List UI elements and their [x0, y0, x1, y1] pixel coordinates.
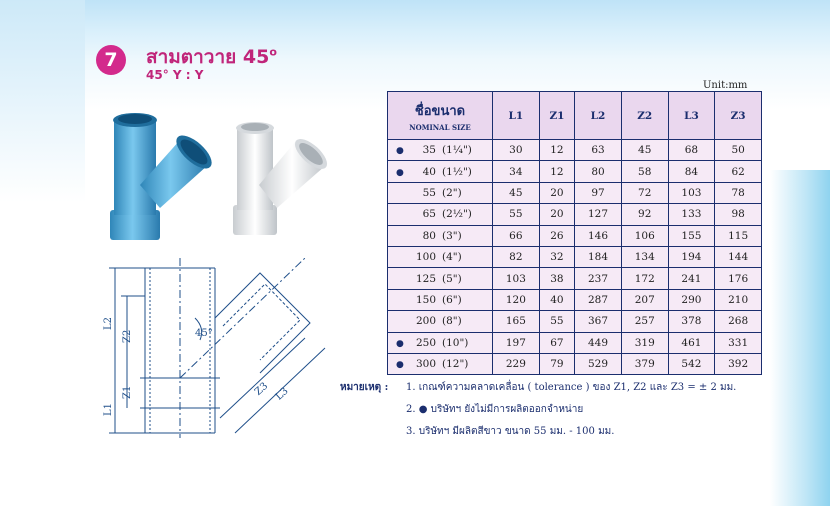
size-mm: 65	[422, 208, 436, 221]
table-cell-l1: 197	[493, 332, 540, 353]
table-cell-l1: 165	[493, 311, 540, 332]
drawing-label-z3: Z3	[252, 380, 271, 398]
size-mm: 100	[415, 251, 436, 264]
page-subtitle: 45° Y : Y	[146, 68, 204, 82]
size-mm: 80	[422, 229, 436, 242]
table-cell-z1: 26	[539, 225, 574, 246]
table-cell-l1: 120	[493, 289, 540, 310]
size-inch: (12")	[442, 358, 469, 371]
table-cell-l3: 103	[668, 182, 715, 203]
size-cell	[388, 268, 493, 289]
size-mm: 150	[415, 293, 436, 306]
table-row	[388, 311, 762, 332]
table-cell-z1: 40	[539, 289, 574, 310]
table-cell-z2: 172	[621, 268, 668, 289]
header-l1: L1	[493, 92, 540, 140]
size-cell	[388, 225, 493, 246]
note-item: 3. บริษัทฯ มีผลิตสีขาว ขนาด 55 มม. - 100 มม.	[406, 426, 615, 437]
table-row	[388, 140, 762, 161]
table-cell-z1: 32	[539, 246, 574, 267]
table-cell-l1: 45	[493, 182, 540, 203]
table-row	[388, 204, 762, 225]
dimension-table	[387, 91, 762, 375]
size-cell	[388, 311, 493, 332]
table-cell-l3: 194	[668, 246, 715, 267]
size-mm: 250	[415, 336, 436, 349]
table-cell-l1: 30	[493, 140, 540, 161]
table-row	[388, 332, 762, 353]
header-nominal-size: ชื่อขนาด NOMINAL SIZE	[388, 92, 493, 140]
table-cell-l2: 449	[575, 332, 622, 353]
table-cell-z3: 331	[715, 332, 762, 353]
drawing-label-angle: 45°	[195, 328, 213, 339]
table-cell-z1: 20	[539, 204, 574, 225]
table-row	[388, 225, 762, 246]
background-right-stripe	[770, 170, 830, 506]
table-cell-z2: 45	[621, 140, 668, 161]
size-cell	[388, 182, 493, 203]
table-cell-z2: 207	[621, 289, 668, 310]
not-produced-dot-icon: ●	[396, 360, 404, 371]
table-cell-z2: 379	[621, 353, 668, 374]
table-row	[388, 268, 762, 289]
table-cell-l2: 529	[575, 353, 622, 374]
header-z3: Z3	[715, 92, 762, 140]
header-l3: L3	[668, 92, 715, 140]
table-cell-l3: 155	[668, 225, 715, 246]
size-cell	[388, 161, 493, 182]
table-cell-z3: 62	[715, 161, 762, 182]
table-cell-l2: 146	[575, 225, 622, 246]
table-cell-l2: 367	[575, 311, 622, 332]
table-cell-l1: 229	[493, 353, 540, 374]
size-inch: (8")	[442, 315, 462, 328]
size-cell	[388, 353, 493, 374]
background-left-stripe	[0, 0, 85, 506]
table-cell-z1: 38	[539, 268, 574, 289]
table-row	[388, 246, 762, 267]
size-inch: (10")	[442, 336, 469, 349]
drawing-label-l2: L2	[103, 316, 114, 330]
table-cell-z1: 12	[539, 161, 574, 182]
table-cell-z3: 392	[715, 353, 762, 374]
table-cell-z3: 176	[715, 268, 762, 289]
table-cell-l3: 241	[668, 268, 715, 289]
drawing-label-l3: L3	[273, 385, 291, 403]
size-inch: (6")	[442, 293, 462, 306]
table-cell-z3: 210	[715, 289, 762, 310]
table-cell-z3: 115	[715, 225, 762, 246]
table-cell-z1: 67	[539, 332, 574, 353]
not-produced-dot-icon: ●	[396, 338, 404, 349]
size-inch: (1½")	[442, 165, 472, 178]
size-mm: 35	[422, 144, 436, 157]
size-mm: 55	[422, 186, 436, 199]
table-cell-l2: 184	[575, 246, 622, 267]
size-inch: (1¼")	[442, 144, 472, 157]
table-cell-z2: 257	[621, 311, 668, 332]
header-z2: Z2	[621, 92, 668, 140]
table-cell-z3: 144	[715, 246, 762, 267]
wye-technical-drawing	[95, 258, 330, 438]
table-cell-l2: 80	[575, 161, 622, 182]
table-row	[388, 161, 762, 182]
table-cell-z2: 319	[621, 332, 668, 353]
unit-label: Unit:mm	[703, 80, 748, 91]
size-mm: 40	[422, 165, 436, 178]
table-cell-z2: 134	[621, 246, 668, 267]
table-cell-l1: 66	[493, 225, 540, 246]
table-cell-l1: 82	[493, 246, 540, 267]
size-mm: 300	[415, 358, 436, 371]
size-inch: (3")	[442, 229, 462, 242]
table-cell-l2: 97	[575, 182, 622, 203]
table-cell-l1: 34	[493, 161, 540, 182]
size-inch: (2")	[442, 186, 462, 199]
drawing-label-z1: Z1	[122, 385, 133, 399]
size-cell	[388, 204, 493, 225]
table-cell-z3: 50	[715, 140, 762, 161]
table-cell-z1: 79	[539, 353, 574, 374]
table-cell-z3: 98	[715, 204, 762, 225]
table-cell-z3: 78	[715, 182, 762, 203]
table-cell-z2: 72	[621, 182, 668, 203]
size-cell	[388, 140, 493, 161]
note-item: 1. เกณฑ์ความคลาดเคลื่อน ( tolerance ) ของ Z1, Z2 และ Z3 = ± 2 มม.	[406, 382, 737, 393]
table-cell-z1: 12	[539, 140, 574, 161]
table-cell-l1: 55	[493, 204, 540, 225]
table-cell-l3: 378	[668, 311, 715, 332]
size-mm: 125	[415, 272, 436, 285]
table-row	[388, 289, 762, 310]
blue-wye-fitting-photo	[100, 100, 220, 250]
table-cell-l2: 287	[575, 289, 622, 310]
not-produced-dot-icon: ●	[396, 146, 404, 157]
table-cell-l3: 68	[668, 140, 715, 161]
note-item: 2. ● บริษัทฯ ยังไม่มีการผลิตออกจำหน่าย	[406, 404, 584, 415]
table-cell-l2: 63	[575, 140, 622, 161]
table-cell-z2: 106	[621, 225, 668, 246]
table-cell-l3: 461	[668, 332, 715, 353]
header-z1: Z1	[539, 92, 574, 140]
size-inch: (4")	[442, 251, 462, 264]
table-cell-z2: 58	[621, 161, 668, 182]
size-inch: (2½")	[442, 208, 472, 221]
table-cell-z3: 268	[715, 311, 762, 332]
size-mm: 200	[415, 315, 436, 328]
table-cell-l1: 103	[493, 268, 540, 289]
notes-label: หมายเหตุ :	[340, 382, 389, 393]
not-produced-dot-icon: ●	[396, 167, 404, 178]
table-cell-z1: 55	[539, 311, 574, 332]
table-cell-l2: 127	[575, 204, 622, 225]
size-cell	[388, 246, 493, 267]
table-row	[388, 353, 762, 374]
drawing-label-z2: Z2	[122, 329, 133, 343]
table-cell-l3: 542	[668, 353, 715, 374]
section-number-badge: 7	[96, 45, 126, 75]
table-cell-z1: 20	[539, 182, 574, 203]
table-cell-l2: 237	[575, 268, 622, 289]
white-wye-fitting-photo	[225, 110, 345, 245]
table-cell-l3: 290	[668, 289, 715, 310]
table-header-row	[388, 92, 762, 140]
table-cell-l3: 133	[668, 204, 715, 225]
size-cell	[388, 332, 493, 353]
size-cell	[388, 289, 493, 310]
header-l2: L2	[575, 92, 622, 140]
page-title: สามตาวาย 45$^o$	[146, 45, 277, 68]
table-cell-l3: 84	[668, 161, 715, 182]
table-cell-z2: 92	[621, 204, 668, 225]
size-inch: (5")	[442, 272, 462, 285]
drawing-label-l1: L1	[103, 402, 114, 416]
table-row	[388, 182, 762, 203]
